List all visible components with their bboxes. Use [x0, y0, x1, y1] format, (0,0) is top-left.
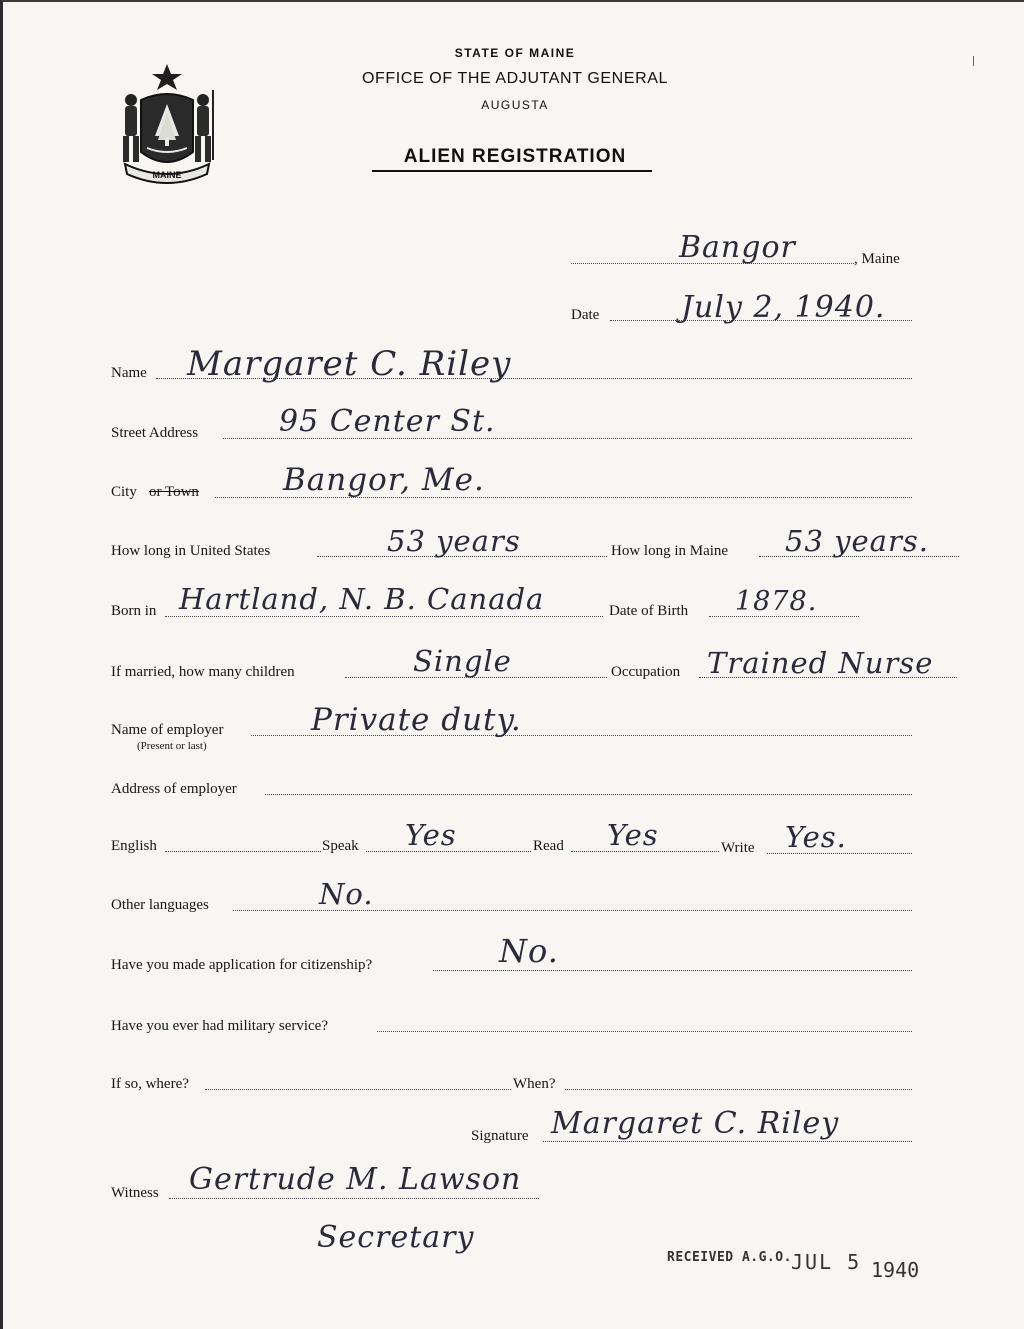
witness-title: Secretary	[317, 1220, 475, 1255]
military-label: Have you ever had military service?	[111, 1018, 328, 1034]
name-value: Margaret C. Riley	[187, 344, 512, 384]
place-value: Bangor	[679, 230, 796, 265]
children-value: Single	[413, 644, 512, 678]
seal-text: MAINE	[152, 170, 182, 180]
occupation-value: Trained Nurse	[707, 646, 934, 680]
citizenship-value: No.	[499, 932, 559, 970]
english-line	[165, 851, 321, 852]
date-value: July 2, 1940.	[681, 290, 886, 325]
name-label: Name	[111, 365, 147, 381]
maine-duration-value: 53 years.	[785, 524, 929, 558]
received-stamp-date: JUL 5	[791, 1250, 862, 1274]
street-label: Street Address	[111, 425, 199, 441]
street-value: 95 Center St.	[279, 404, 496, 439]
state-heading: STATE OF MAINE	[454, 46, 576, 60]
write-label: Write	[721, 840, 755, 856]
born-label: Born in	[111, 603, 157, 619]
dob-label: Date of Birth	[609, 603, 689, 619]
signature-value: Margaret C. Riley	[551, 1106, 840, 1141]
other-languages-label: Other languages	[111, 897, 209, 913]
children-label: If married, how many children	[111, 664, 295, 680]
maine-duration-label: How long in Maine	[611, 543, 729, 559]
employer-value: Private duty.	[311, 702, 522, 738]
other-languages-value: No.	[319, 877, 374, 911]
citizenship-label: Have you made application for citizenship?	[111, 957, 373, 973]
when-label: When?	[513, 1076, 556, 1092]
speak-label: Speak	[322, 838, 359, 854]
received-stamp-label: RECEIVED A.G.O.	[667, 1250, 792, 1265]
employer-address-label: Address of employer	[111, 781, 237, 797]
city-value: Bangor, Me.	[283, 462, 485, 498]
received-stamp-year: 1940	[871, 1258, 920, 1282]
where-label: If so, where?	[111, 1076, 189, 1092]
write-value: Yes.	[785, 820, 847, 854]
employer-label: Name of employer	[111, 722, 224, 738]
occupation-label: Occupation	[611, 664, 681, 680]
military-line	[377, 1031, 912, 1032]
witness-value: Gertrude M. Lawson	[189, 1162, 522, 1197]
employer-sublabel: (Present or last)	[137, 740, 207, 752]
read-value: Yes	[607, 818, 659, 852]
read-label: Read	[533, 838, 564, 854]
where-line	[205, 1089, 511, 1090]
form-title: ALIEN REGISTRATION	[403, 146, 627, 167]
signature-label: Signature	[471, 1128, 529, 1144]
title-underline	[372, 170, 652, 172]
born-line	[165, 616, 603, 617]
us-duration-label: How long in United States	[111, 543, 271, 559]
born-value: Hartland, N. B. Canada	[179, 582, 545, 616]
city-heading: AUGUSTA	[481, 98, 549, 112]
edge-mark	[973, 56, 974, 66]
when-line	[565, 1089, 912, 1090]
city-label: City	[111, 484, 137, 500]
date-label: Date	[571, 307, 600, 323]
signature-line	[543, 1141, 912, 1142]
dob-value: 1878.	[735, 586, 818, 617]
us-duration-value: 53 years	[387, 524, 521, 558]
office-heading: OFFICE OF THE ADJUTANT GENERAL	[361, 70, 669, 87]
witness-line	[169, 1198, 539, 1199]
employer-address-line	[265, 794, 912, 795]
place-suffix: , Maine	[854, 251, 900, 267]
witness-label: Witness	[111, 1185, 159, 1201]
speak-value: Yes	[405, 818, 457, 852]
town-label-struck: or Town	[149, 484, 199, 500]
english-label: English	[111, 838, 157, 854]
citizenship-line	[433, 970, 912, 971]
